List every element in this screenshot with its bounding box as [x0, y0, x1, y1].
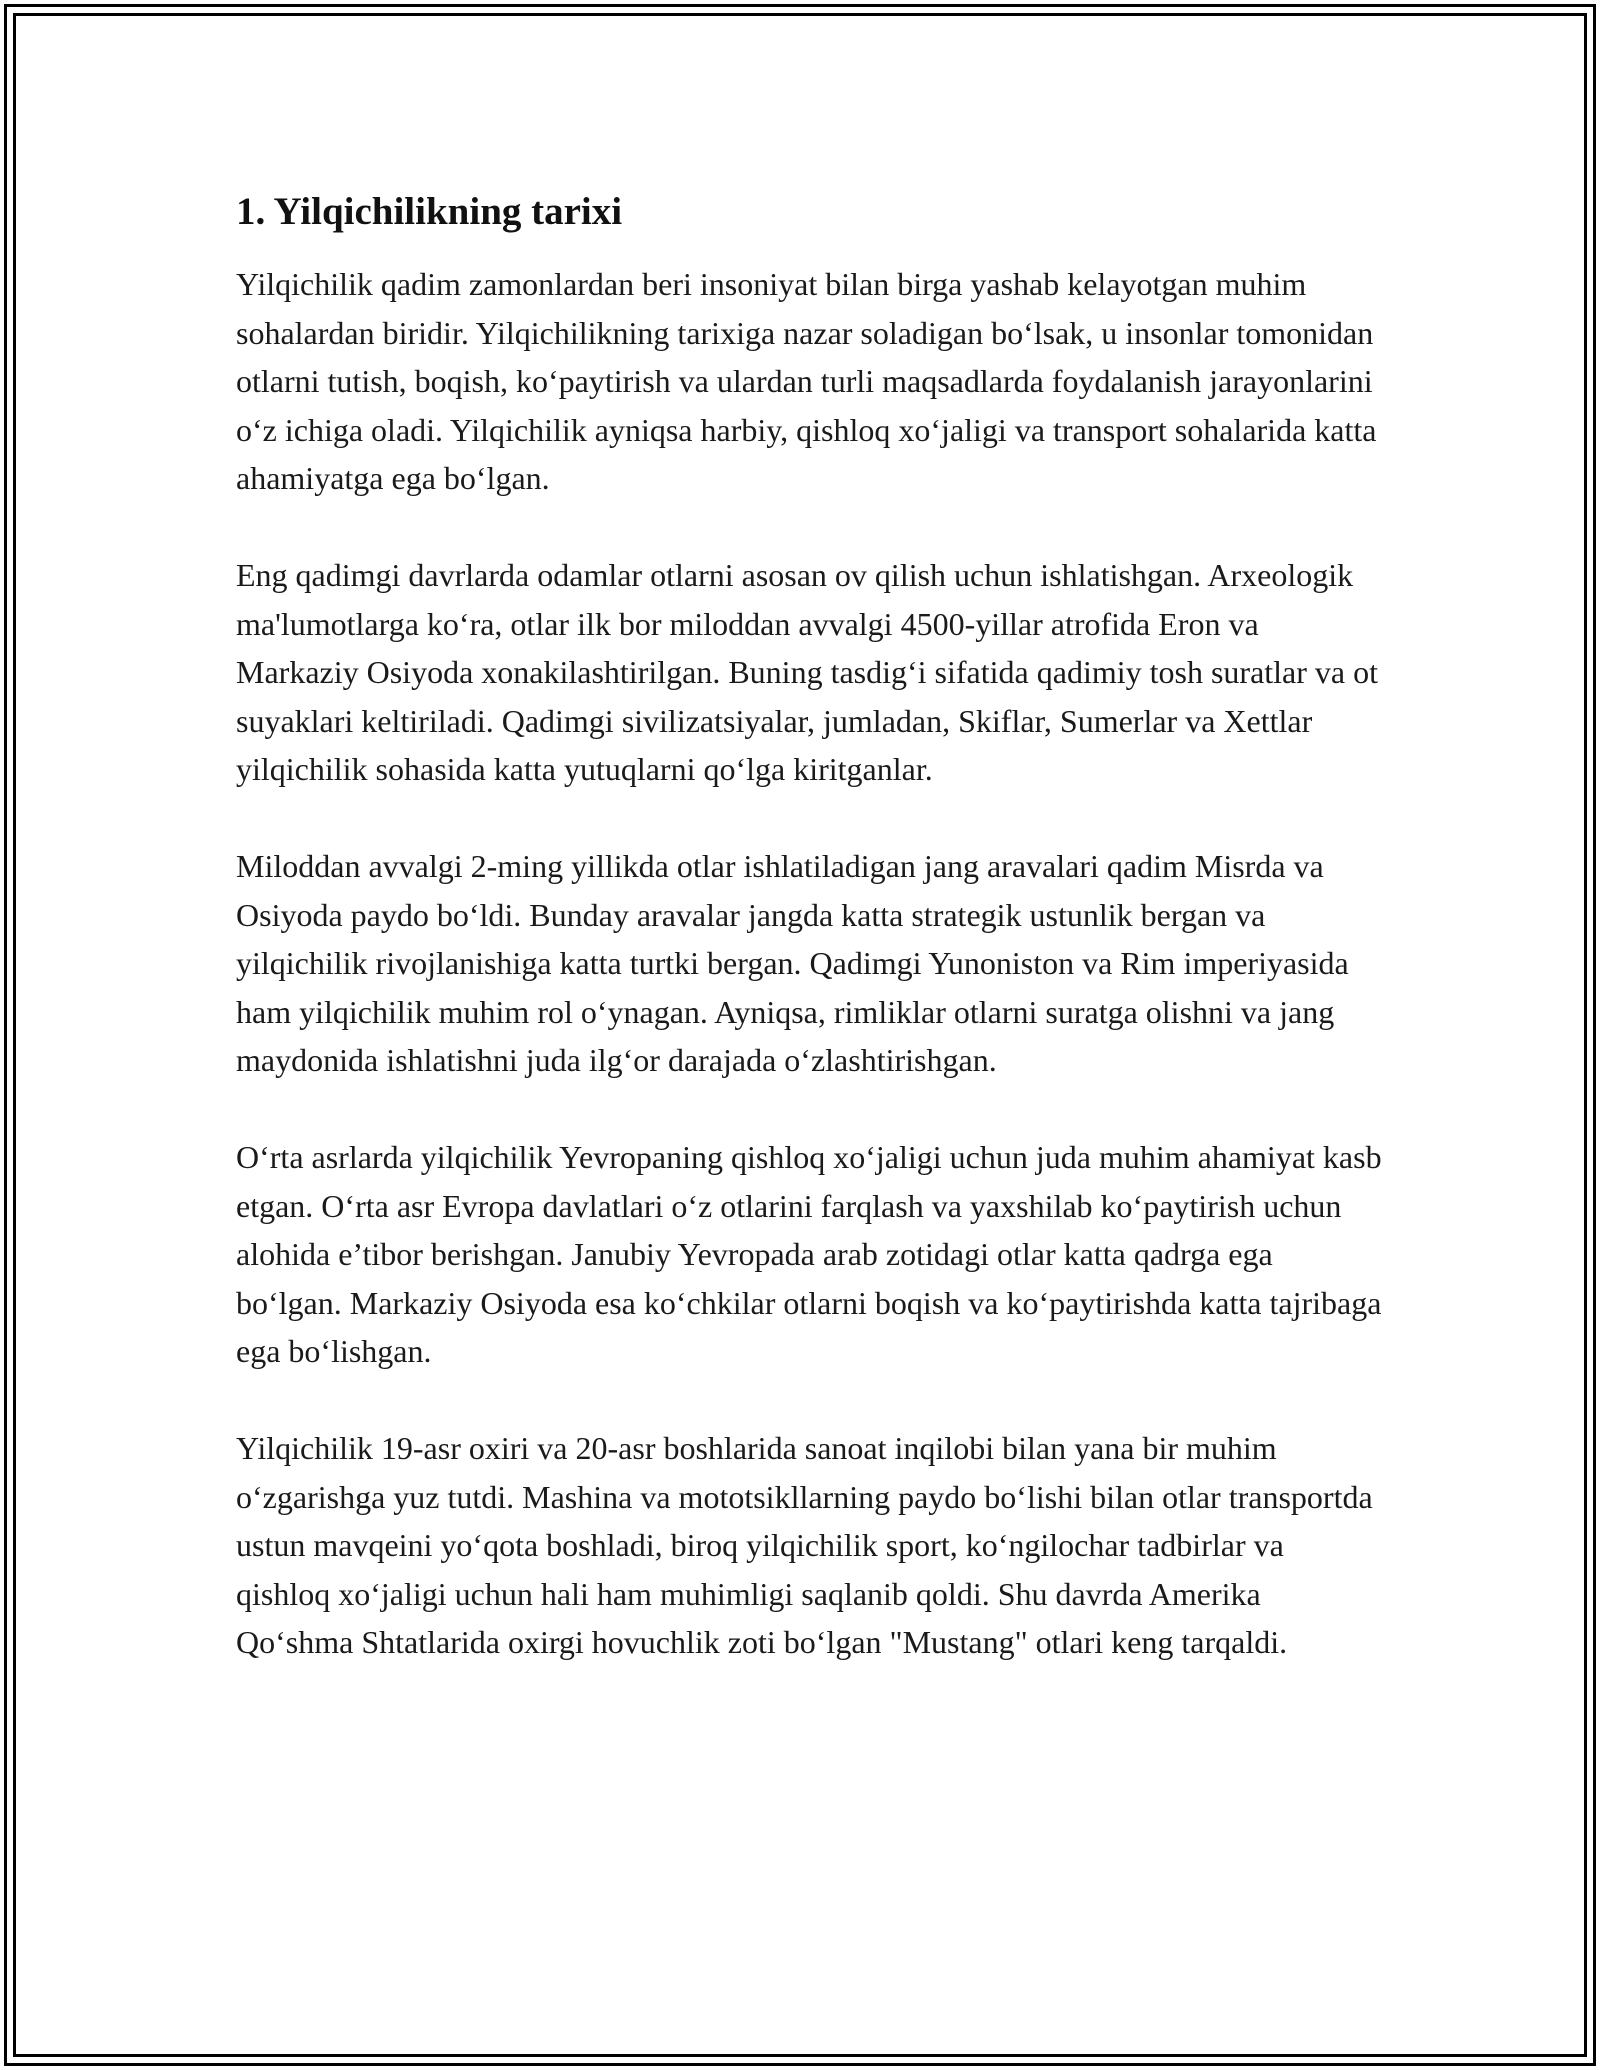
paragraph-4: O‘rta asrlarda yilqichilik Yevropaning qishloq xo‘jaligi uchun juda muhim ahamiyat kasb etgan. O‘rta asr Evropa davlatlari o‘z otlarini farqlash va yaxshilab ko‘paytirish uchun alohida e’tibor berishgan. Janubiy Yevropada arab zotidagi otlar katta qadrga ega bo‘lgan. Markaziy Osiyoda esa ko‘chkilar otlarni boqish va ko‘paytirishda katta tajribaga ega bo‘lishgan. — [236, 1139, 1382, 1369]
paragraph-1: Yilqichilik qadim zamonlardan beri insoniyat bilan birga yashab kelayotgan muhim sohalardan biridir. Yilqichilikning tarixiga nazar soladigan bo‘lsak, u insonlar tomonidan otlarni tutish, boqish, ko‘paytirish va ulardan turli maqsadlarda foydalanish jarayonlarini o‘z ichiga oladi. Yilqichilik ayniqsa harbiy, qishloq xo‘jaligi va transport sohalarida katta ahamiyatga ega bo‘lgan. — [236, 266, 1377, 496]
paragraph-3: Miloddan avvalgi 2-ming yillikda otlar ishlatiladigan jang aravalari qadim Misrda va Osiyoda paydo bo‘ldi. Bunday aravalar jangda katta strategik ustunlik bergan va yilqichilik rivojlanishiga katta turtki bergan. Qadimgi Yunoniston va Rim imperiyasida ham yilqichilik muhim rol o‘ynagan. Ayniqsa, rimliklar otlarni suratga olishni va jang maydonida ishlatishni juda ilg‘or darajada o‘zlashtirishgan. — [236, 848, 1349, 1078]
paragraph-5: Yilqichilik 19-asr oxiri va 20-asr boshlarida sanoat inqilobi bilan yana bir muhim o‘zgarishga yuz tutdi. Mashina va mototsikllarning paydo bo‘lishi bilan otlar transportda ustun mavqeini yo‘qota boshladi, biroq yilqichilik sport, ko‘ngilochar tadbirlar va qishloq xo‘jaligi uchun hali ham muhimligi saqlanib qoldi. Shu davrda Amerika Qo‘shma Shtatlarida oxirgi hovuchlik zoti bo‘lgan "Mustang" otlari keng tarqaldi. — [236, 1430, 1373, 1660]
document-body — [236, 188, 1386, 1715]
section-heading: 1. Yilqichilikning tarixi — [236, 190, 623, 233]
paragraph-2: Eng qadimgi davrlarda odamlar otlarni asosan ov qilish uchun ishlatishgan. Arxeologik ma'lumotlarga ko‘ra, otlar ilk bor miloddan avvalgi 4500-yillar atrofida Eron va Markaziy Osiyoda xonakilashtirilgan. Buning tasdig‘i sifatida qadimiy tosh suratlar va ot suyaklari keltiriladi. Qadimgi sivilizatsiyalar, jumladan, Skiflar, Sumerlar va Xettlar yilqichilik sohasida katta yutuqlarni qo‘lga kiritganlar. — [236, 557, 1378, 787]
